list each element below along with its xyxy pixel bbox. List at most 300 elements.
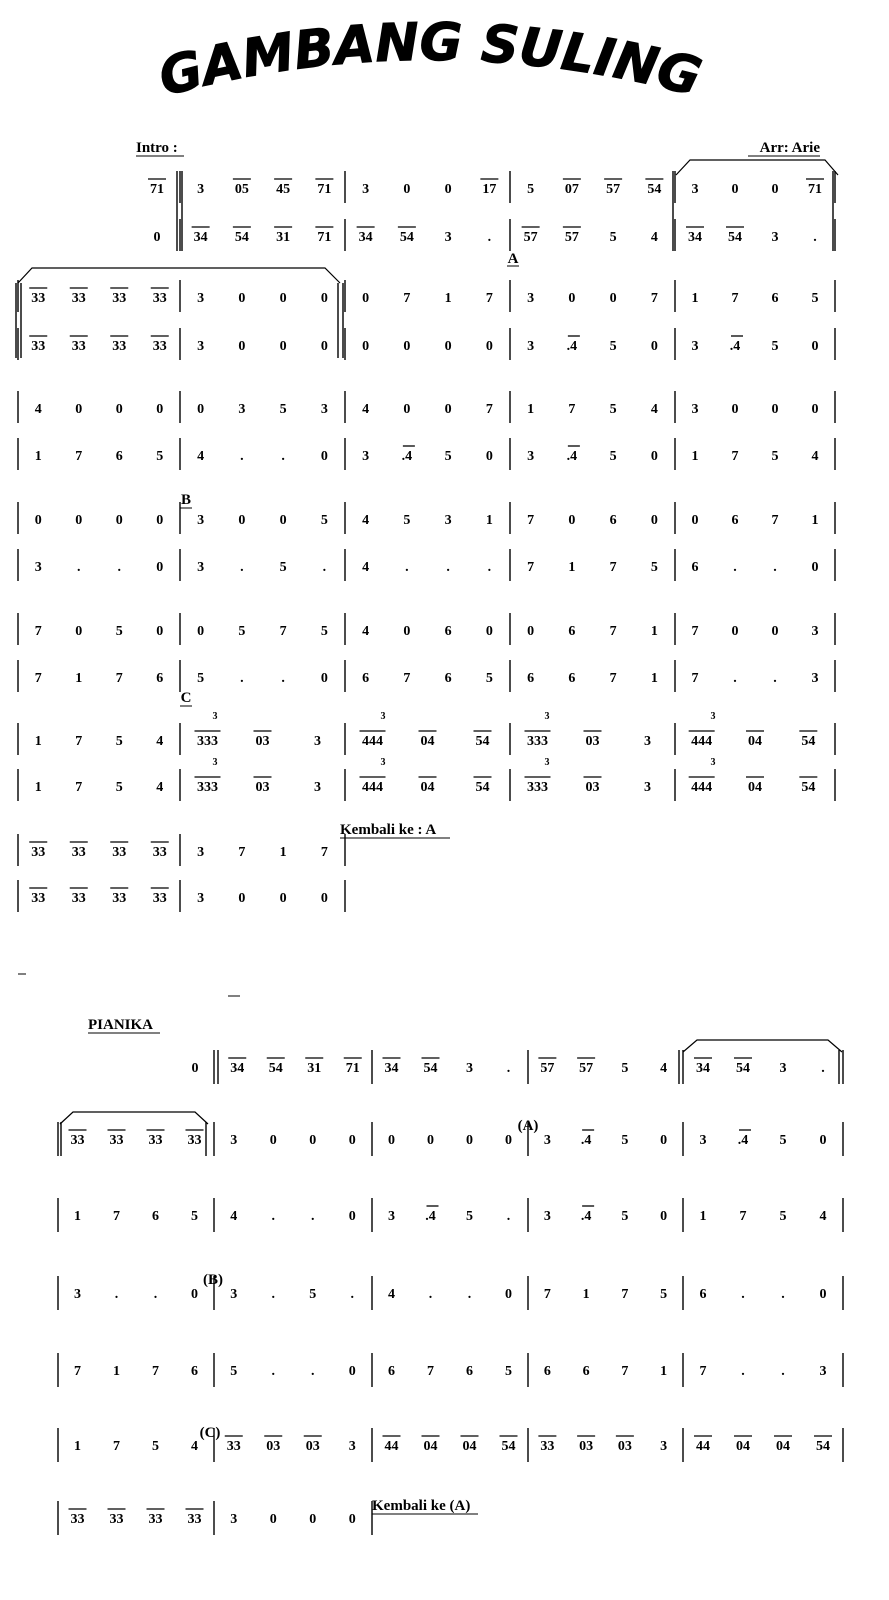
note: . [350,1287,354,1302]
note: 33 [31,339,46,354]
note: 04 [748,780,762,795]
note: 6 [466,1364,473,1379]
note: 1 [279,845,287,860]
note: 6 [388,1364,395,1379]
note: 5 [466,1209,473,1224]
note: 0 [731,624,739,639]
note: 3 [527,449,535,464]
note: .4 [580,1133,592,1148]
note: 0 [527,624,535,639]
note: 0 [238,891,246,906]
note: 4 [362,560,370,575]
note: 7 [75,734,83,749]
note: 1 [691,291,699,306]
note: 0 [403,624,411,639]
note: 3 [34,560,42,575]
note: 7 [621,1364,629,1379]
note: 7 [279,624,287,639]
note: 34 [230,1061,245,1076]
note: 7 [609,624,617,639]
note: 1 [568,560,576,575]
note: 1 [34,449,42,464]
note: 0 [75,624,83,639]
note: 57 [523,230,538,245]
note: 6 [191,1364,198,1379]
note: 04 [736,1439,750,1454]
note: 33 [31,891,46,906]
note: 0 [348,1364,356,1379]
note: 0 [444,402,452,417]
note: 0 [771,402,779,417]
note: 3 [444,230,452,245]
note: 5 [309,1287,317,1302]
note: 4 [660,1061,668,1076]
note: 44 [384,1439,399,1454]
note: 54 [728,230,742,245]
note: . [240,449,244,464]
note: 7 [621,1287,629,1302]
note: . [741,1364,745,1379]
note: 0 [650,513,658,528]
note: 0 [811,339,819,354]
note: 5 [609,402,617,417]
note: .4 [729,339,741,354]
note: 6 [609,513,617,528]
note: 3 [197,291,205,306]
note: 7 [485,291,493,306]
note: 333 [527,780,548,795]
note: 33 [152,891,167,906]
arranger-label: Arr: Arie [759,140,820,156]
note: 33 [112,891,127,906]
return-note-2: Kembali ke (A) [372,1498,471,1514]
note: 1 [527,402,535,417]
note: 4 [34,402,42,417]
note: 1 [34,780,42,795]
note: 3 [691,339,699,354]
return-note-1: Kembali ke : A [340,822,437,838]
note: 33 [152,845,167,860]
page-title: GAMBANG SULING [153,12,707,109]
note: 1 [74,1439,81,1454]
note: 3 [811,671,819,686]
note: 5 [771,339,779,354]
note: 5 [279,402,287,417]
section-mark-b: B [180,492,192,508]
note: 03 [255,780,270,795]
note: 54 [268,1061,283,1076]
note: 5 [115,624,123,639]
note: .4 [401,449,413,464]
note: 7 [650,291,658,306]
note: 0 [197,402,205,417]
note: 0 [279,291,287,306]
note: .4 [566,339,578,354]
section-mark-a2: (A) [517,1118,539,1134]
note: 4 [650,402,658,417]
note: 0 [269,1133,277,1148]
note: . [506,1209,511,1224]
note: 54 [234,230,249,245]
note: .4 [425,1209,436,1224]
note: 7 [403,291,411,306]
note: 7 [34,671,42,686]
note: 6 [568,671,576,686]
note: 0 [485,339,493,354]
note: 6 [444,671,452,686]
note: 5 [609,449,617,464]
note: . [487,230,492,245]
note: 0 [505,1287,512,1302]
note: 3 [644,734,651,749]
note: 33 [31,291,46,306]
note: 0 [156,402,164,417]
note: . [240,560,244,575]
note: . [813,230,817,245]
note: 1 [650,624,658,639]
note: 0 [156,560,164,575]
note: 5 [779,1133,787,1148]
volta-bracket [18,268,340,283]
note: 3 [527,291,535,306]
note: 444 [691,734,713,749]
note: 1 [650,671,658,686]
note: .4 [580,1209,592,1224]
note: 0 [466,1133,473,1148]
note: . [506,1061,511,1076]
note: 0 [115,513,123,528]
note: 5 [505,1364,512,1379]
note: 71 [317,182,332,197]
note: 3 [444,513,452,528]
note: 0 [660,1209,668,1224]
note: . [311,1209,315,1224]
note: 5 [527,182,535,197]
note: 7 [75,449,83,464]
note: 0 [320,339,328,354]
note: 0 [691,513,699,528]
note: . [781,1287,785,1302]
note: 33 [187,1512,202,1527]
note: 0 [771,182,779,197]
note: 04 [776,1439,790,1454]
note: 44 [696,1439,710,1454]
note: 03 [585,780,600,795]
note: 7 [115,671,123,686]
pianika-label: PIANIKA [88,1017,154,1033]
triplet-mark: 3 [380,757,386,768]
note: 03 [585,734,600,749]
note: 0 [348,1133,356,1148]
note: 4 [362,624,370,639]
note: 3 [230,1512,238,1527]
note: 34 [696,1061,710,1076]
note: 3 [197,182,205,197]
triplet-mark: 3 [212,711,218,722]
note: . [271,1364,275,1379]
note: 333 [527,734,548,749]
note: 3 [238,402,246,417]
note: . [77,560,81,575]
note: 333 [197,734,218,749]
note: . [467,1287,472,1302]
note: 4 [819,1209,827,1224]
note: 1 [811,513,819,528]
note: 5 [197,671,205,686]
note: 3 [314,734,321,749]
note: 0 [568,513,576,528]
note: 7 [731,449,739,464]
note: 33 [71,291,86,306]
intro-label: Intro : [136,140,178,156]
note: 0 [279,339,287,354]
note: 7 [771,513,779,528]
note: 6 [444,624,452,639]
triplet-mark: 3 [212,757,218,768]
note: 5 [621,1133,629,1148]
note: 7 [609,671,617,686]
note: 0 [115,402,123,417]
note: 7 [152,1364,159,1379]
note: 0 [197,624,205,639]
note: 34 [193,230,208,245]
note: 0 [348,1512,356,1527]
note: 33 [226,1439,241,1454]
note: 4 [362,402,370,417]
note: 33 [112,291,127,306]
triplet-mark: 3 [380,711,386,722]
note: 444 [362,780,383,795]
note: 3 [314,780,321,795]
note: 04 [748,734,762,749]
note: 0 [320,449,328,464]
note: 0 [320,671,328,686]
note: 7 [543,1287,551,1302]
note: . [322,560,327,575]
note: 7 [75,780,83,795]
note: 71 [150,182,164,197]
note: 4 [811,449,819,464]
note: 0 [156,513,164,528]
note: 34 [688,230,702,245]
note: 6 [152,1209,159,1224]
note: 7 [485,402,493,417]
note: . [773,560,777,575]
note: 0 [309,1512,317,1527]
note: 0 [238,339,246,354]
note: 54 [647,182,662,197]
note: 5 [444,449,452,464]
note: 4 [156,734,164,749]
note: 6 [691,560,699,575]
volta-bracket [683,1040,842,1052]
triplet-mark: 3 [544,711,550,722]
note: . [153,1287,158,1302]
note: .4 [737,1133,749,1148]
note: 5 [191,1209,198,1224]
note: 33 [71,891,86,906]
note: 33 [70,1133,85,1148]
note: 3 [197,339,205,354]
note: 03 [255,734,270,749]
note: 45 [276,182,291,197]
note: 54 [475,780,490,795]
note: 33 [148,1133,163,1148]
note: 33 [187,1133,202,1148]
note: 6 [527,671,535,686]
note: 1 [691,449,699,464]
note: 31 [276,230,291,245]
note: 34 [358,230,373,245]
note: 1 [582,1287,590,1302]
note: 3 [197,560,205,575]
note: 333 [197,780,218,795]
note: 3 [320,402,328,417]
note: 5 [238,624,246,639]
note: . [281,671,285,686]
note: 5 [320,513,328,528]
note: 6 [115,449,123,464]
note: 3 [543,1133,551,1148]
note: 3 [348,1439,356,1454]
note: 1 [485,513,493,528]
note: 34 [384,1061,399,1076]
note: 57 [540,1061,555,1076]
note: 7 [238,845,246,860]
volta-bracket [676,160,838,175]
note: 33 [71,339,86,354]
note: 33 [71,845,86,860]
note: 3 [543,1209,551,1224]
note: 0 [485,449,493,464]
note: 33 [112,845,127,860]
note: . [821,1061,825,1076]
note: 6 [362,671,370,686]
note: 7 [609,560,617,575]
note: 3 [691,182,699,197]
note: . [311,1364,315,1379]
note: 3 [819,1364,827,1379]
note: 17 [482,182,497,197]
note: 0 [153,230,161,245]
note: .4 [566,449,578,464]
note: 3 [362,182,370,197]
note: 33 [109,1133,124,1148]
note: 6 [568,624,576,639]
note: 0 [568,291,576,306]
note: 0 [609,291,617,306]
note: 54 [423,1061,438,1076]
note: 57 [606,182,621,197]
triplet-mark: 3 [710,757,716,768]
note: 7 [527,513,535,528]
note: 0 [650,339,658,354]
note: 0 [362,339,370,354]
note: 0 [238,291,246,306]
note: 4 [650,230,658,245]
note: 1 [660,1364,668,1379]
note: . [117,560,121,575]
note: 0 [660,1133,668,1148]
note: 33 [109,1512,124,1527]
note: 6 [156,671,164,686]
note: 5 [660,1287,668,1302]
note: 57 [564,230,579,245]
note: 6 [771,291,779,306]
note: 0 [320,291,328,306]
note: 5 [156,449,164,464]
note: 0 [485,624,493,639]
note: 6 [582,1364,590,1379]
note: 0 [811,560,819,575]
note: 0 [731,182,739,197]
note: 0 [156,624,164,639]
note: . [114,1287,119,1302]
note: . [741,1287,745,1302]
note: 54 [399,230,414,245]
note: 3 [527,339,535,354]
note: 0 [309,1133,317,1148]
note: 4 [156,780,164,795]
note: 4 [388,1287,395,1302]
note: 7 [427,1364,434,1379]
note: 03 [579,1439,594,1454]
note: . [487,560,492,575]
note: 0 [771,624,779,639]
note: 04 [420,734,435,749]
note: 54 [501,1439,516,1454]
note: 6 [731,513,739,528]
note: 3 [779,1061,787,1076]
note: 5 [115,780,123,795]
note: 5 [609,339,617,354]
note: 6 [543,1364,551,1379]
note: 7 [699,1364,707,1379]
note: 5 [320,624,328,639]
note: 7 [403,671,411,686]
note: 5 [115,734,123,749]
note: 5 [152,1439,159,1454]
note: 0 [238,513,246,528]
note: 6 [699,1287,707,1302]
note: 04 [462,1439,477,1454]
note: . [271,1287,275,1302]
section-mark-a: A [507,251,519,267]
note: 33 [70,1512,85,1527]
section-mark-c: C [180,690,192,706]
note: 57 [579,1061,594,1076]
note: 7 [113,1209,120,1224]
note: 33 [31,845,46,860]
note: 0 [403,339,411,354]
note: 4 [230,1209,238,1224]
note: 04 [423,1439,438,1454]
note: 71 [317,230,332,245]
note: . [781,1364,785,1379]
note: 7 [568,402,576,417]
note: 54 [475,734,490,749]
section-mark-b2: (B) [203,1272,223,1288]
note: 7 [74,1364,81,1379]
note: 3 [362,449,370,464]
note: 0 [444,182,452,197]
note: 5 [485,671,493,686]
note: . [240,671,244,686]
note: 7 [34,624,42,639]
note: 03 [266,1439,281,1454]
note: 5 [779,1209,787,1224]
note: 1 [113,1364,120,1379]
